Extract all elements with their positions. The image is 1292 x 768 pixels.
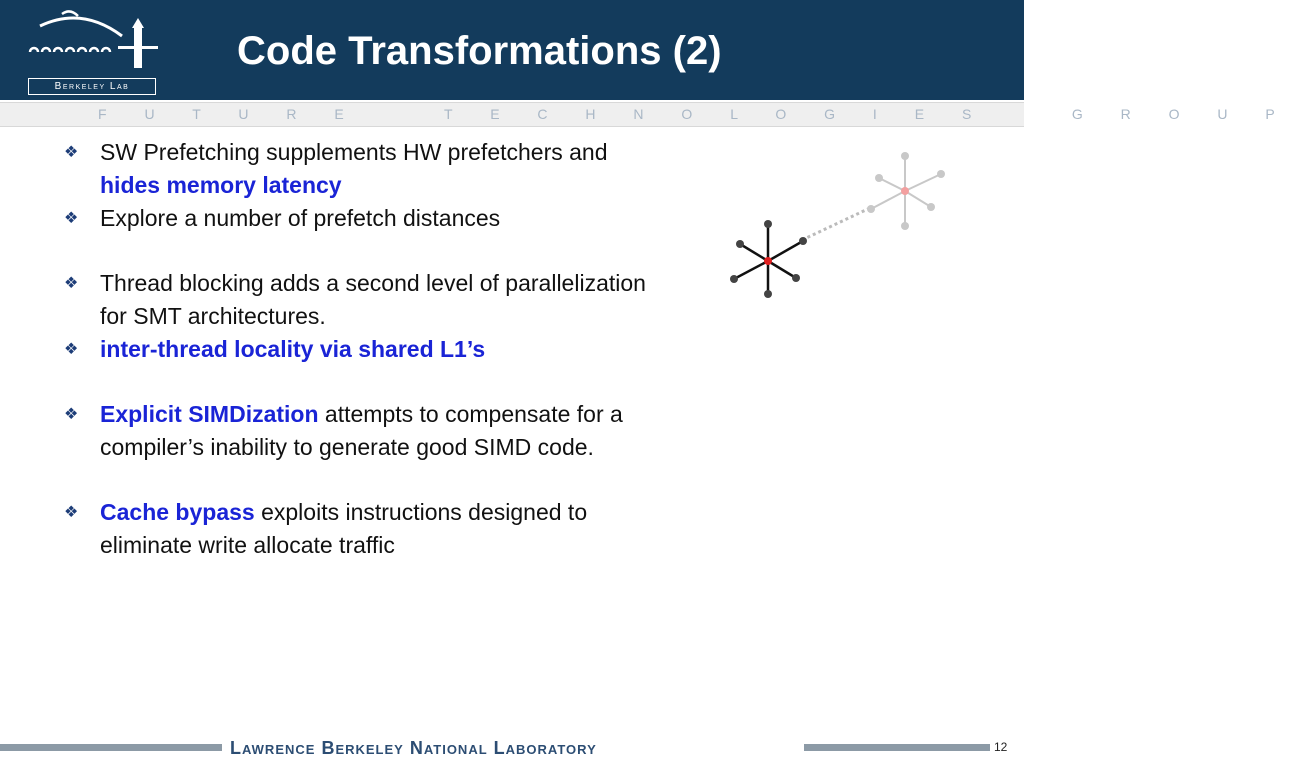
page-number: 12 bbox=[994, 740, 1008, 754]
bullet-highlight: hides memory latency bbox=[100, 172, 342, 198]
lab-name: Lawrence Berkeley National Laboratory bbox=[230, 738, 597, 758]
spacer bbox=[64, 235, 664, 267]
spacer bbox=[64, 464, 664, 496]
current-stencil bbox=[730, 220, 807, 298]
bullet-list bbox=[64, 136, 664, 562]
bullet-text: exploits instructions designed to eliminate write allocate traffic bbox=[100, 499, 588, 558]
diamond-bullet-icon: ❖ bbox=[64, 504, 79, 521]
stencil-prefetch-diagram bbox=[720, 150, 960, 300]
header-bar bbox=[0, 0, 1024, 100]
bullet-item bbox=[64, 202, 664, 235]
diamond-bullet-icon: ❖ bbox=[64, 275, 79, 292]
footer-bar-left bbox=[0, 744, 222, 751]
berkeley-hills-icon bbox=[22, 6, 162, 78]
prefetched-stencil bbox=[867, 152, 945, 230]
bullet-item bbox=[64, 398, 664, 464]
spacer bbox=[64, 366, 664, 398]
bullet-highlight: Explicit SIMDization bbox=[100, 401, 319, 427]
diamond-bullet-icon: ❖ bbox=[64, 406, 79, 423]
slide-title: Code Transformations (2) bbox=[237, 29, 722, 73]
bullet-text: Thread blocking adds a second level of parallelization for SMT architectures. bbox=[100, 270, 646, 329]
footer bbox=[0, 736, 1024, 760]
bullet-item bbox=[64, 496, 664, 562]
bullet-item bbox=[64, 333, 664, 366]
bullet-item bbox=[64, 136, 664, 202]
prefetch-link bbox=[802, 208, 870, 240]
diamond-bullet-icon: ❖ bbox=[64, 144, 79, 161]
bullet-text: Explore a number of prefetch distances bbox=[100, 205, 501, 231]
bullet-item bbox=[64, 267, 664, 333]
diamond-bullet-icon: ❖ bbox=[64, 341, 79, 358]
footer-bar-right bbox=[804, 744, 990, 751]
diamond-bullet-icon: ❖ bbox=[64, 210, 79, 227]
group-name: F U T U R E T E C H N O L O G I E S G R O U P bbox=[98, 106, 1292, 122]
bullet-highlight: inter-thread locality via shared L1’s bbox=[100, 336, 486, 362]
bullet-text: SW Prefetching supplements HW prefetchers and bbox=[100, 139, 608, 165]
bullet-text: attempts to compensate for a compiler’s inability to generate good SIMD code. bbox=[100, 401, 623, 460]
berkeley-lab-logo bbox=[22, 6, 172, 96]
bullet-highlight: Cache bypass bbox=[100, 499, 255, 525]
logo-label: Berkeley Lab bbox=[28, 78, 156, 95]
